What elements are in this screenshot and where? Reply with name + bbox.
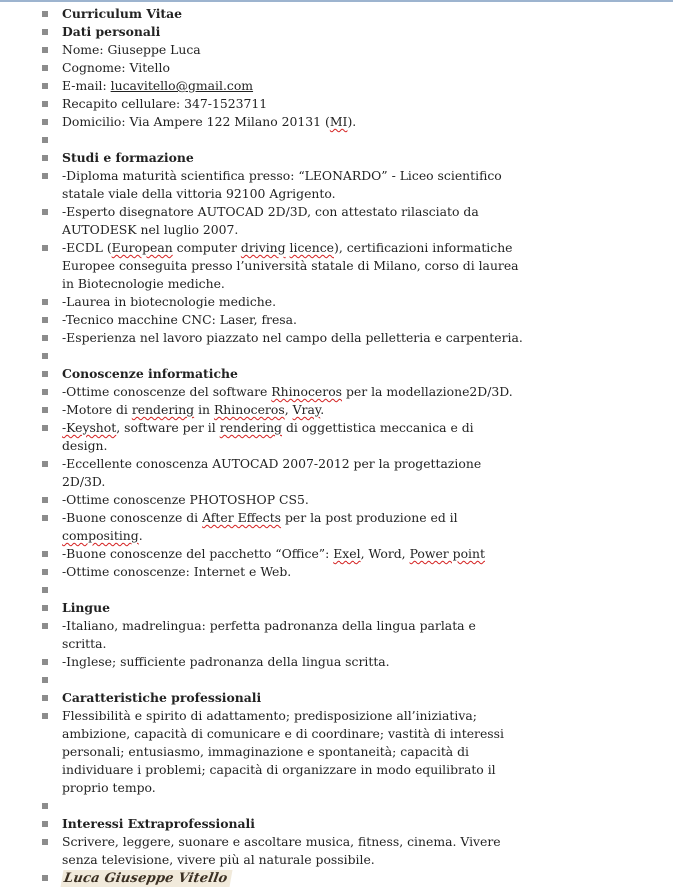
bullet-icon (42, 353, 48, 359)
text-part: -Buone conoscenze di (62, 510, 203, 525)
text-part: -ECDL ( (62, 240, 112, 255)
email-link[interactable]: lucavitello@gmail.com (110, 78, 254, 93)
list-item (0, 383, 522, 401)
computer-item: -Eccellente conoscenza AUTOCAD 2007-2012 per la progettazione 2D/3D. (62, 456, 482, 489)
empty-row (0, 671, 522, 689)
name-line: Nome: Giuseppe Luca (62, 42, 201, 57)
spell-flagged-word: European (111, 240, 173, 255)
education-item: -Esperienza nel lavoro piazzato nel campo della pelletteria e carpenteria. (62, 330, 523, 345)
empty-row (0, 581, 522, 599)
empty-row (0, 797, 522, 815)
text-part: . (138, 528, 143, 543)
bullet-icon (42, 821, 48, 827)
interests-heading-row (0, 815, 522, 833)
spell-flagged-word: Exel (333, 546, 361, 561)
bullet-icon (42, 623, 48, 629)
bullet-icon (42, 587, 48, 593)
bullet-icon (42, 569, 48, 575)
signature-row (0, 869, 522, 887)
page-top-border (0, 0, 673, 2)
language-item: -Italiano, madrelingua: perfetta padronanza della lingua parlata e scritta. (62, 618, 476, 651)
bullet-icon (42, 83, 48, 89)
address-province: MI (329, 114, 348, 129)
education-item: -Esperto disegnatore AUTOCAD 2D/3D, con attestato rilasciato da AUTODESK nel luglio 2007. (62, 204, 479, 237)
bullet-icon (42, 47, 48, 53)
bullet-icon (42, 713, 48, 719)
list-item (0, 329, 542, 347)
computer-heading-row (0, 365, 522, 383)
text-part: , software per il (116, 420, 220, 435)
signature: Luca Giuseppe Vitello (61, 870, 233, 887)
bullet-icon (42, 371, 48, 377)
education-item: -Tecnico macchine CNC: Laser, fresa. (62, 312, 297, 327)
text-part: di oggettistica meccanica e di design. (62, 420, 474, 453)
text-part: , (284, 402, 293, 417)
bullet-icon (42, 839, 48, 845)
computer-heading: Conoscenze informatiche (62, 366, 238, 381)
bullet-icon (42, 551, 48, 557)
bullet-icon (42, 317, 48, 323)
bullet-icon (42, 173, 48, 179)
list-item (0, 95, 522, 113)
personal-heading-row (0, 23, 522, 41)
list-item (0, 545, 522, 563)
list-item (0, 491, 522, 509)
text-part: per la post produzione ed il (281, 510, 458, 525)
email-label: E-mail: (62, 78, 111, 93)
bullet-icon (42, 515, 48, 521)
list-item (0, 41, 522, 59)
spell-flagged-word: rendering (219, 420, 282, 435)
list-item (0, 509, 522, 545)
spell-flagged-word: After Effects (202, 510, 282, 525)
bullet-icon (42, 209, 48, 215)
list-item (0, 293, 522, 311)
bullet-icon (42, 65, 48, 71)
bullet-icon (42, 497, 48, 503)
list-item (0, 59, 522, 77)
title-row (0, 5, 522, 23)
languages-heading-row (0, 599, 522, 617)
text-part: in (194, 402, 214, 417)
education-item: -Laurea in biotecnologie mediche. (62, 294, 277, 309)
bullet-icon (42, 299, 48, 305)
education-heading: Studi e formazione (62, 150, 194, 165)
bullet-icon (42, 605, 48, 611)
spell-flagged-word: Power point (409, 546, 485, 561)
languages-heading: Lingue (62, 600, 110, 615)
bullet-icon (42, 425, 48, 431)
text-part: . (320, 402, 325, 417)
surname-line: Cognome: Vitello (62, 60, 170, 75)
bullet-icon (42, 119, 48, 125)
traits-heading-row (0, 689, 522, 707)
list-item (0, 77, 522, 95)
address-end: ). (347, 114, 357, 129)
text-part: -Buone conoscenze del pacchetto “Office”: (62, 546, 334, 561)
cv-title: Curriculum Vitae (62, 6, 183, 21)
interests-heading: Interessi Extraprofessionali (62, 816, 255, 831)
bullet-icon (42, 155, 48, 161)
bullet-icon (42, 677, 48, 683)
bullet-icon (42, 389, 48, 395)
traits-heading: Caratteristiche professionali (62, 690, 262, 705)
spell-flagged-word: driving (240, 240, 286, 255)
text-part: , Word, (360, 546, 410, 561)
list-item (0, 203, 522, 239)
phone-line: Recapito cellulare: 347-1523711 (62, 96, 268, 111)
text-part: -Ottime conoscenze del software (62, 384, 272, 399)
address-line: Domicilio: Via Ampere 122 Milano 20131 ( (62, 114, 330, 129)
spell-flagged-word: licence (289, 240, 334, 255)
text-part: -Motore di (62, 402, 132, 417)
list-item (0, 617, 522, 653)
list-item (0, 239, 522, 293)
language-item: -Inglese; sufficiente padronanza della lingua scritta. (62, 654, 390, 669)
bullet-icon (42, 335, 48, 341)
list-item (0, 833, 522, 869)
bullet-icon (42, 461, 48, 467)
text-part: ), certificazioni informatiche Europee conseguita presso l’università statale di Milano, corso di laurea in Biotecnologie mediche. (62, 240, 519, 291)
computer-item: -Ottime conoscenze PHOTOSHOP CS5. (62, 492, 309, 507)
empty-row (0, 347, 522, 365)
list-item (0, 419, 522, 455)
spell-flagged-word: -Keyshot (62, 420, 117, 435)
education-heading-row (0, 149, 522, 167)
bullet-icon (42, 803, 48, 809)
spell-flagged-word: Rhinoceros (213, 402, 285, 417)
list-item (0, 707, 522, 797)
bullet-icon (42, 245, 48, 251)
list-item (0, 653, 522, 671)
bullet-icon (42, 659, 48, 665)
personal-heading: Dati personali (62, 24, 161, 39)
bullet-icon (42, 29, 48, 35)
bullet-icon (42, 875, 48, 881)
education-item: -Diploma maturità scientifica presso: “LEONARDO” - Liceo scientifico statale viale della vittoria 92100 Agrigento. (62, 168, 502, 201)
computer-item: -Ottime conoscenze: Internet e Web. (62, 564, 292, 579)
list-item (0, 311, 522, 329)
list-item (0, 167, 522, 203)
bullet-icon (42, 695, 48, 701)
cv-document (0, 5, 673, 887)
bullet-icon (42, 11, 48, 17)
list-item (0, 455, 522, 491)
text-part: per la modellazione2D/3D. (342, 384, 513, 399)
bullet-icon (42, 407, 48, 413)
spell-flagged-word: compositing (62, 528, 139, 543)
traits-text: Flessibilità e spirito di adattamento; predisposizione all’iniziativa; ambizione, capacità di comunicare e di coordinare; vastità di interessi personali; entusiasmo, immaginazione e spontaneità; capacità di individuare i problemi; capacità di organizzare in modo equilibrato il proprio tempo. (62, 708, 504, 795)
list-item (0, 563, 522, 581)
spell-flagged-word: Rhinoceros (271, 384, 343, 399)
spell-flagged-word: Vray (292, 402, 321, 417)
bullet-icon (42, 137, 48, 143)
text-part: computer (172, 240, 241, 255)
list-item (0, 113, 522, 131)
bullet-icon (42, 101, 48, 107)
interests-text: Scrivere, leggere, suonare e ascoltare musica, fitness, cinema. Vivere senza televisione, vivere più al naturale possibile. (62, 834, 501, 867)
empty-row (0, 131, 522, 149)
list-item (0, 401, 522, 419)
spell-flagged-word: rendering (131, 402, 195, 417)
